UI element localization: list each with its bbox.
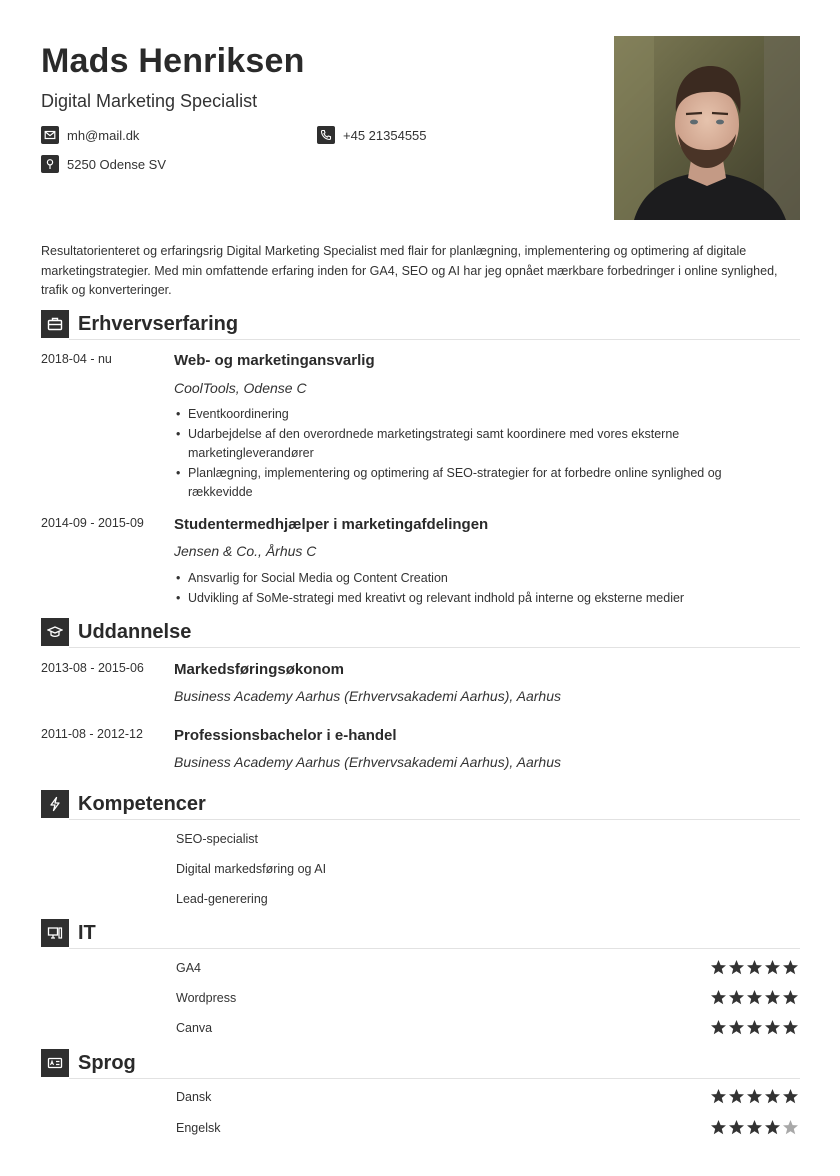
star-filled-icon — [728, 1019, 745, 1036]
job-employer: Jensen & Co., Århus C — [174, 543, 317, 559]
star-filled-icon — [710, 1119, 727, 1136]
section-title: Uddannelse — [78, 620, 192, 643]
phone-icon — [317, 126, 335, 144]
list-item: • Planlægning, implementering og optimering af SEO-strategier for at forbedre online synlighed og rækkevidde — [174, 464, 774, 503]
star-filled-icon — [746, 959, 763, 976]
star-filled-icon — [764, 959, 781, 976]
list-item: • Udarbejdelse af den overordnede marketingstrategi samt koordinere med vores eksterne marketingleverandører — [174, 425, 774, 464]
section-divider — [69, 1078, 800, 1079]
section-header-it — [41, 919, 800, 947]
star-filled-icon — [782, 989, 799, 1006]
star-filled-icon — [710, 1088, 727, 1105]
star-filled-icon — [746, 989, 763, 1006]
computer-icon — [41, 919, 69, 947]
email-text: mh@mail.dk — [67, 127, 140, 143]
section-header-education — [41, 618, 800, 646]
section-divider — [69, 339, 800, 340]
language-name: Engelsk — [176, 1121, 221, 1135]
job-role: Studentermedhjælper i marketingafdelingen — [174, 516, 489, 533]
rating-stars — [710, 1019, 799, 1036]
section-title: IT — [78, 921, 96, 944]
education-date: 2011-08 - 2012-12 — [41, 727, 143, 741]
star-filled-icon — [710, 959, 727, 976]
section-header-experience — [41, 310, 800, 338]
education-date: 2013-08 - 2015-06 — [41, 661, 144, 675]
star-filled-icon — [782, 1019, 799, 1036]
star-empty-icon — [782, 1119, 799, 1136]
rating-stars — [710, 1088, 799, 1105]
rating-stars — [710, 959, 799, 976]
profile-photo — [614, 36, 800, 220]
list-item: • Ansvarlig for Social Media og Content Creation — [174, 569, 774, 589]
skill-item: Lead-generering — [176, 892, 268, 906]
job-date: 2018-04 - nu — [41, 352, 112, 366]
star-filled-icon — [728, 1119, 745, 1136]
star-filled-icon — [764, 1019, 781, 1036]
job-duties-list — [174, 569, 774, 608]
phone-text: +45 21354555 — [343, 127, 427, 143]
id-card-icon — [41, 1049, 69, 1077]
star-filled-icon — [746, 1019, 763, 1036]
star-filled-icon — [710, 989, 727, 1006]
list-item: • Udvikling af SoMe-strategi med kreativt og relevant indhold på interne og eksterne medier — [174, 589, 774, 609]
candidate-name: Mads Henriksen — [41, 42, 305, 80]
job-date: 2014-09 - 2015-09 — [41, 516, 144, 530]
job-role: Web- og marketingansvarlig — [174, 352, 375, 369]
star-filled-icon — [728, 989, 745, 1006]
contact-email — [41, 126, 139, 144]
contact-address — [41, 155, 166, 173]
rating-stars — [710, 989, 799, 1006]
language-name: Dansk — [176, 1090, 212, 1104]
star-filled-icon — [746, 1088, 763, 1105]
education-school: Business Academy Aarhus (Erhvervsakademi Aarhus), Aarhus — [174, 754, 561, 770]
lightning-icon — [41, 790, 69, 818]
it-skill-name: Wordpress — [176, 991, 237, 1005]
job-title: Digital Marketing Specialist — [41, 91, 258, 111]
education-degree: Markedsføringsøkonom — [174, 661, 345, 678]
star-filled-icon — [782, 1088, 799, 1105]
star-filled-icon — [710, 1019, 727, 1036]
briefcase-icon — [41, 310, 69, 338]
section-title: Erhvervserfaring — [78, 312, 239, 335]
star-filled-icon — [764, 1088, 781, 1105]
education-degree: Professionsbachelor i e-handel — [174, 727, 397, 744]
section-divider — [69, 647, 800, 648]
skill-item: SEO-specialist — [176, 832, 258, 846]
it-skill-name: GA4 — [176, 961, 202, 975]
graduation-cap-icon — [41, 618, 69, 646]
star-filled-icon — [728, 959, 745, 976]
rating-stars — [710, 1119, 799, 1136]
section-header-languages — [41, 1049, 800, 1077]
skill-item: Digital markedsføring og AI — [176, 862, 327, 876]
contact-phone — [317, 126, 427, 144]
profile-summary: Resultatorienteret og erfaringsrig Digital Marketing Specialist med flair for planlægning, implementering og optimering af digitale marketingstrategier. Med min omfattende erfaring inden for GA4, SEO og AI har jeg opnået mærkbare forbedringer i online synlighed, trafik og konverteringer. — [41, 244, 778, 297]
list-item: • Eventkoordinering — [174, 405, 774, 425]
star-filled-icon — [782, 959, 799, 976]
section-title: Sprog — [78, 1051, 136, 1074]
star-filled-icon — [764, 989, 781, 1006]
envelope-icon — [41, 126, 59, 144]
star-filled-icon — [764, 1119, 781, 1136]
location-pin-icon — [41, 155, 59, 173]
job-duties-list — [174, 405, 774, 503]
section-divider — [69, 948, 800, 949]
star-filled-icon — [746, 1119, 763, 1136]
job-employer: CoolTools, Odense C — [174, 380, 307, 396]
section-title: Kompetencer — [78, 792, 206, 815]
it-skill-name: Canva — [176, 1021, 213, 1035]
section-divider — [69, 819, 800, 820]
education-school: Business Academy Aarhus (Erhvervsakademi Aarhus), Aarhus — [174, 688, 561, 704]
section-header-skills — [41, 790, 800, 818]
star-filled-icon — [728, 1088, 745, 1105]
address-text: 5250 Odense SV — [67, 156, 167, 172]
